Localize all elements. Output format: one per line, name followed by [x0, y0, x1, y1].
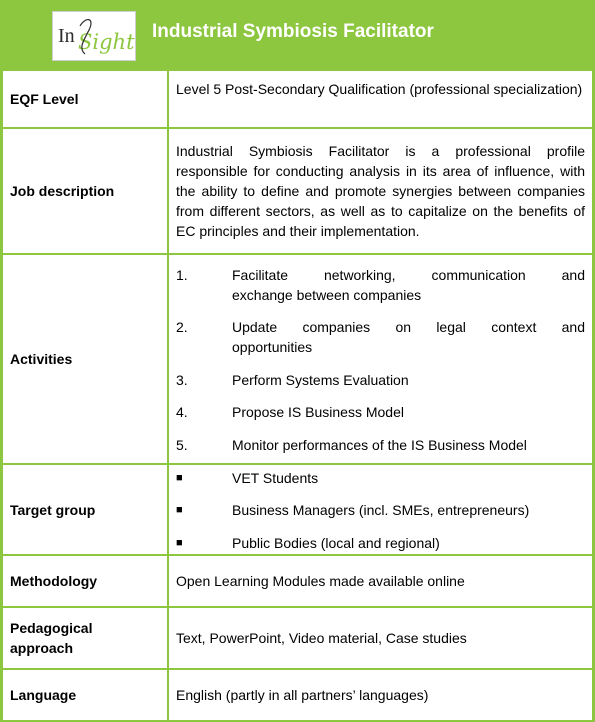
activity-text-line1: Facilitate networking, communication and	[232, 267, 585, 283]
pedagogical-approach-label: Pedagogical approach	[10, 620, 93, 656]
row-job-description	[1, 129, 594, 253]
bullet-icon: ■	[176, 472, 183, 484]
bullet-icon: ■	[176, 504, 183, 516]
row-language	[1, 670, 594, 720]
activity-item	[176, 370, 585, 390]
activity-item	[176, 265, 585, 305]
methodology-label: Methodology	[10, 573, 98, 589]
activity-text: Monitor performances of the IS Business Model	[232, 437, 527, 453]
eqf-level-label: EQF Level	[10, 91, 79, 107]
language-value: English (partly in all partners’ languages)	[176, 687, 429, 703]
activity-text-line2: exchange between companies	[232, 287, 422, 303]
bullet-icon: ■	[176, 537, 183, 549]
header-bar	[1, 1, 594, 69]
language-label: Language	[10, 687, 77, 703]
target-item	[176, 533, 585, 553]
svg-text:Sight: Sight	[78, 30, 135, 54]
target-text: Business Managers (incl. SMEs, entrepreneurs)	[232, 502, 530, 518]
methodology-value: Open Learning Modules made available online	[176, 573, 465, 589]
insight-logo	[52, 11, 136, 61]
activity-text-line2: opportunities	[232, 339, 313, 355]
target-item	[176, 468, 585, 488]
activity-item	[176, 317, 585, 357]
svg-text:In: In	[58, 25, 75, 47]
target-text: VET Students	[232, 470, 319, 486]
row-target-group	[1, 465, 594, 554]
activity-text: Perform Systems Evaluation	[232, 372, 409, 388]
activity-text: Propose IS Business Model	[232, 404, 404, 420]
activities-label: Activities	[10, 351, 73, 367]
pedagogical-approach-value: Text, PowerPoint, Video material, Case studies	[176, 630, 467, 646]
eqf-level-value: Level 5 Post-Secondary Qualification (professional specialization)	[176, 81, 583, 97]
job-description-value: Industrial Symbiosis Facilitator is a professional profile responsible for conducting analysis in its area of influence, with the ability to define and promote synergies between companies from different sectors, as well as to capitalize on the benefits of EC principles and their implementation.	[176, 143, 585, 239]
activity-number: 3.	[176, 372, 188, 388]
activity-number: 1.	[176, 267, 188, 283]
page-title: Industrial Symbiosis Facilitator	[152, 21, 434, 42]
row-activities	[1, 255, 594, 463]
job-description-label: Job description	[10, 183, 115, 199]
activity-text-line1: Update companies on legal context and	[232, 319, 585, 335]
activity-number: 4.	[176, 404, 188, 420]
row-eqf-level	[1, 71, 594, 127]
row-pedagogical-approach	[1, 608, 594, 668]
target-group-label: Target group	[10, 501, 96, 518]
row-methodology	[1, 556, 594, 606]
activity-number: 2.	[176, 319, 188, 335]
target-text: Public Bodies (local and regional)	[232, 535, 440, 551]
activity-item	[176, 402, 585, 422]
target-item	[176, 500, 585, 520]
activity-item	[176, 435, 585, 455]
insight-logo-mark	[53, 12, 135, 60]
activity-number: 5.	[176, 437, 188, 453]
